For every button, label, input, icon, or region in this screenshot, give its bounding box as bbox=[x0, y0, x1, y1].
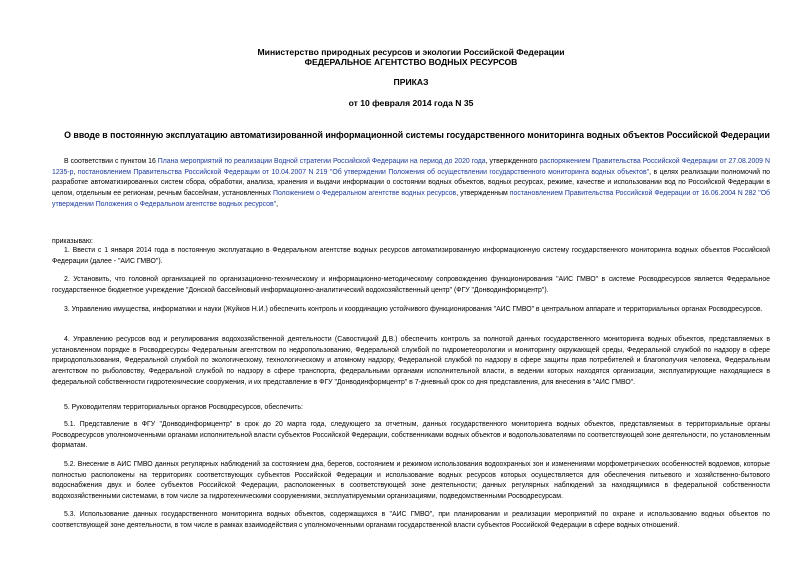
link-decree-1235[interactable]: распоряжением Правительства Российской Федерации от 27.08.2009 N 1235-р bbox=[52, 158, 770, 176]
preamble-text: В соответствии с пунктом 16 bbox=[64, 158, 158, 165]
preamble-text: , bbox=[276, 200, 278, 208]
preamble-text: , утвержденным bbox=[456, 190, 510, 198]
item-4: 4. Управлению ресурсов вод и регулирования водохозяйственной деятельности (Савостицкий Д.В.) обеспечить контроль за полнотой данных государственного мониторинга водных объектов, представляемых в установленном порядке в Росводресурсы Федеральным агентством по недропользованию, Федеральной службой по гидрометеорологии и мониторингу окружающей среды, Федеральной службой по надзору в сфере природопользования, Федеральной службой по экологическому, технологическому и атомному надзору, Федеральной службой по надзору в сфере защиты прав потребителей и благополучия человека, Федеральным агентством по рыболовству, Федеральной службой по надзору в сфере транспорта, федеральными органами исполнительной власти, в ведении которых находятся организации, эксплуатирующие находящиеся в федеральной собственности гидротехнические сооружения, и их представление в ФГУ "Донводинформцентр" в 7-дневный срок со дня представления, для внесения в "АИС ГМВО". bbox=[52, 336, 770, 386]
preamble-text: , утвержденного bbox=[485, 158, 540, 165]
link-resolution-219[interactable]: постановлением Правительства Российской Федерации от 10.04.2007 N 219 "Об утверждении Положения об осуществлении государственного мониторинга водных объектов" bbox=[77, 168, 650, 176]
document-date-number: от 10 февраля 2014 года N 35 bbox=[348, 98, 474, 108]
agency-name: ФЕДЕРАЛЬНОЕ АГЕНТСТВО ВОДНЫХ РЕСУРСОВ bbox=[304, 57, 518, 67]
item-5-3: 5.3. Использование данных государственного мониторинга водных объектов, содержащихся в "АИС ГМВО", при планировании и реализации мероприятий по охране и использованию водных объектов по соответствующей зоне деятельности, в том числе в рамках взаимодействия с уполномоченными органами государственной власти субъектов Российской Федерации в сфере водных отношений. bbox=[52, 511, 770, 529]
link-resolution-282[interactable]: постановлением Правительства Российской Федерации от 16.06.2004 N 282 "Об утверждении Положения о Федеральном агентстве водных ресурсов" bbox=[52, 190, 771, 208]
item-3: 3. Управлению имущества, информатики и науки (Жуйков Н.И.) обеспечить контроль и координацию устойчивого функционирования "АИС ГМВО" в центральном аппарате и территориальных органах Росводресурсов. bbox=[64, 306, 763, 313]
order-word: приказываю: bbox=[52, 238, 93, 245]
item-5-1: 5.1. Представление в ФГУ "Донводинформцентр" в срок до 20 марта года, следующего за отчетным, данных государственного мониторинга водных объектов, представляемых в территориальные органы Росводресурсов уполномоченными органами исполнительной власти субъектов Российской Федерации, собственниками водных объектов и водопользователями по соответствующей зоне деятельности, по установленным форматам. bbox=[52, 421, 770, 450]
preamble-text: , в целях реализации полномочий по разработке автоматизированных систем сбора, обработки, анализа, хранения и выдачи информации о состоянии водных объектов, водных ресурсах, режиме, качестве и использовании вод по Российской Федерации в целом, отдельным ее регионам, речным бассейнам, установленных bbox=[52, 168, 770, 198]
document-title: О вводе в постоянную эксплуатацию автоматизированной информационной системы государственного мониторинга водных объектов Российской Федерации bbox=[64, 130, 770, 140]
ministry-name: Министерство природных ресурсов и экологии Российской Федерации bbox=[257, 47, 565, 57]
item-2: 2. Установить, что головной организацией по организационно-техническому и информационно-методическому сопровождению функционирования "АИС ГМВО" в системе Росводресурсов является Федеральное государственное бюджетное учреждение "Донской бассейновый информационно-аналитический водохозяйственный центр" (ФГУ "Донводинформцентр"). bbox=[52, 276, 770, 294]
item-1: 1. Ввести с 1 января 2014 года в постоянную эксплуатацию в Федеральном агентстве водных ресурсов автоматизированную информационную систему государственного мониторинга водных объектов Российской Федерации (далее - "АИС ГМВО"). bbox=[52, 247, 770, 265]
link-agency-regulation[interactable]: Положением о Федеральном агентстве водных ресурсов bbox=[273, 190, 457, 198]
item-5: 5. Руководителям территориальных органов Росводресурсов, обеспечить: bbox=[64, 404, 303, 411]
item-5-2: 5.2. Внесение в АИС ГМВО данных регулярных наблюдений за состоянием дна, берегов, состоянием и режимом использования водоохранных зон и изменениями морфометрических особенностей водоемов, которые полностью расположены на территориях соответствующих субъектов Российской Федерации и использование водных ресурсов которых осуществляется для обеспечения питьевого и хозяйственно-бытового водоснабжения двух и более субъектов Российской Федерации, расположенных в соответствующей зоне деятельности; данных регулярных наблюдений за находящимися в федеральной собственности водохозяйственными системами, в том числе за гидротехническими сооружениями, эксплуатируемыми организациями, подведомственными Росводресурсам. bbox=[52, 461, 770, 501]
document-type: ПРИКАЗ bbox=[393, 77, 429, 87]
preamble-paragraph bbox=[52, 157, 770, 211]
link-water-strategy-plan[interactable]: Плана мероприятий по реализации Водной стратегии Российской Федерации на период до 2020 года bbox=[157, 158, 486, 165]
preamble-text: , bbox=[73, 168, 78, 176]
